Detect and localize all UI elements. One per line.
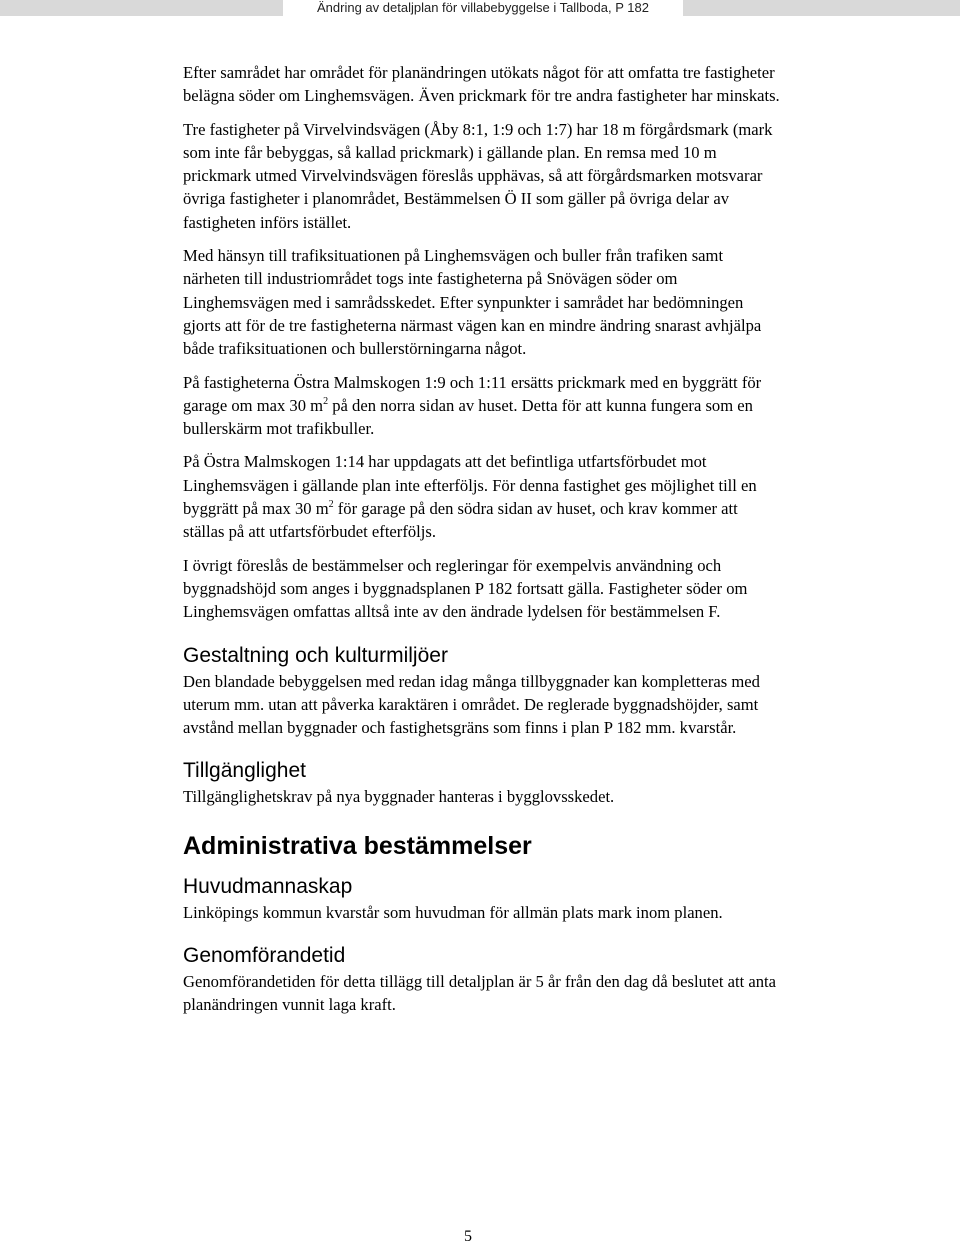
paragraph-genomforandetid: Genomförandetiden för detta tillägg till detaljplan är 5 år från den dag då beslutet att anta planändringen vunnit laga kraft. [183,972,776,1015]
header-bar-left [0,0,283,16]
paragraph-huvudmannaskap: Linköpings kommun kvarstår som huvudman för allmän plats mark inom planen. [183,902,723,922]
paragraph-garage-malmskogen [183,371,783,441]
heading-genomforandetid: Genomförandetid [183,944,346,968]
paragraph-ovrigt: I övrigt föreslås de bestämmelser och regleringar för exempelvis användning och byggnadshöjd som anges i byggnadsplanen P 182 fortsatt gälla. Fastigheter söder om Linghemsvägen omfattas alltså inte av den ändrade lydelsen för bestämmelsen F. [183,555,748,622]
paragraph-text: På Östra Malmskogen 1:14 har uppdagats att det befintliga utfartsförbudet mot Linghemsvägen i gällande plan inte efterföljs. För denna fastighet ges möjlighet till en byggrätt på max 30 m [183,452,757,519]
heading-administrativa: Administrativa bestämmelser [183,831,532,860]
heading-tillganglighet: Tillgänglighet [183,759,306,783]
paragraph-text: för garage på den södra sidan av huset, och krav kommer att ställas på att utfartsförbudet efterföljs. [183,499,738,542]
paragraph-omrade-utokat: Efter samrådet har området för planändringen utökats något för att omfatta tre fastigheter belägna söder om Linghemsvägen. Även prickmark för tre andra fastigheter har minskats. [183,63,780,106]
superscript: 2 [323,395,329,407]
heading-huvudmannaskap: Huvudmannaskap [183,874,353,898]
document-body [183,61,783,1027]
superscript: 2 [328,499,334,511]
paragraph-gestaltning: Den blandade bebyggelsen med redan idag många tillbyggnader kan kompletteras med uterum mm. utan att påverka karaktären i området. De reglerade byggnadshöjder, samt avstånd mellan byggnader och fastighetsgräns som finns i plan P 182 mm. kvarstår. [183,671,760,738]
paragraph-utfartsforbud [183,450,783,543]
paragraph-trafiksituation: Med hänsyn till trafiksituationen på Linghemsvägen och buller från trafiken samt närheten till industriområdet togs inte fastigheterna på Snövägen söder om Linghemsvägen med i samrådsskedet. Efter synpunkter i samrådet har bedömningen gjorts att för de tre fastigheterna närmast vägen kan en mindre ändring snarast avhjälpa både trafiksituationen och bullerstörningarna något. [183,246,762,359]
page-number: 5 [464,1228,472,1245]
paragraph-virvelvindsvagen: Tre fastigheter på Virvelvindsvägen (Åby 8:1, 1:9 och 1:7) har 18 m förgårdsmark (mark som inte får bebyggas, så kallad prickmark) i gällande plan. En remsa med 10 m prickmark utmed Virvelvindsvägen föreslås upphävas, så att förgårdsmarken motsvarar övriga fastigheter i planområdet, Bestämmelsen Ö II som gäller på övriga delar av fastigheten införs istället. [183,119,773,232]
heading-gestaltning: Gestaltning och kulturmiljöer [183,643,448,667]
header-bar-right [683,0,960,16]
paragraph-tillganglighet: Tillgänglighetskrav på nya byggnader hanteras i bygglovsskedet. [183,787,615,807]
page-header [0,0,960,18]
paragraph-text: På fastigheterna Östra Malmskogen 1:9 och 1:11 ersätts prickmark med en byggrätt för garage om max 30 m [183,372,762,415]
paragraph-text: på den norra sidan av huset. Detta för att kunna fungera som en bullerskärm mot trafikbuller. [183,395,753,439]
header-title: Ändring av detaljplan för villabebyggelse i Tallboda, P 182 [317,0,649,15]
